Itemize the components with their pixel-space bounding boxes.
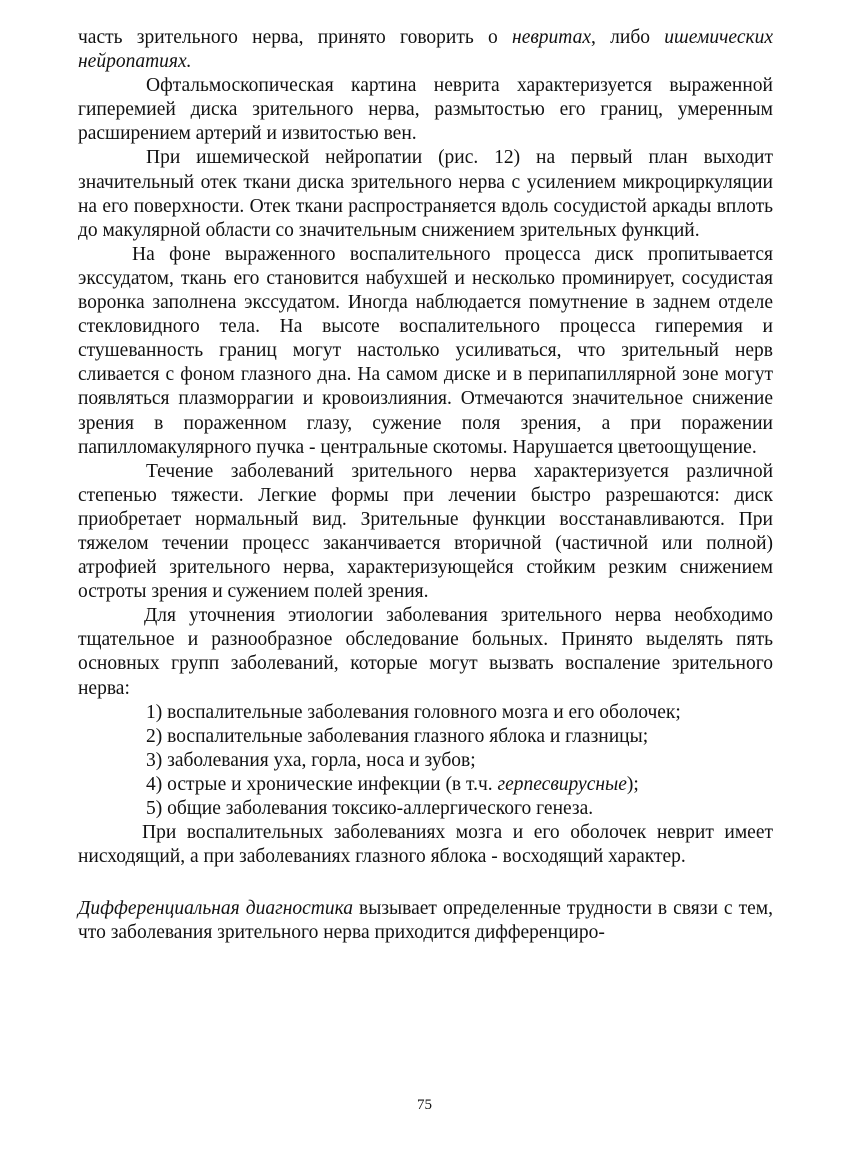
term-herpesviral: герпесвирусные <box>497 773 627 795</box>
page-number: 75 <box>417 1097 432 1113</box>
term-ischemic-neuropathy: ишемических нейропатиях. <box>78 27 773 73</box>
paragraph-4: Течение заболеваний зрительного нерва характеризуется различной степенью тяжести. Легкие формы при лечении быстро разрешаются: диск приобретает нормальный вид. Зрительные функции восстанавливаются. При тяжелом течении процесс заканчивается вторичной (частичной или полной) атрофией зрительного нерва, характеризующейся стойким резким снижением остроты зрения и сужением полей зрения. <box>78 460 773 603</box>
list-item: 3) заболевания уха, горла, носа и зубов; <box>146 749 476 771</box>
term-differential-diagnosis: Дифференциальная диагностика <box>78 898 353 920</box>
paragraph-0: часть зрительного нерва, принято говорить о невритах, либо ишемических нейропатиях. <box>78 27 773 73</box>
paragraph-2: При ишемической нейропатии (рис. 12) на первый план выходит значительный отек ткани диска зрительного нерва с усилением микроциркуляции на его поверхности. Отек ткани распространяется вдоль сосудистой аркады вплоть до макулярной области со значительным снижением зрительных функций. <box>78 147 773 241</box>
paragraph-7: Дифференциальная диагностика вызывает определенные трудности в связи с тем, что заболевания зрительного нерва приходится дифференциро- <box>78 898 773 944</box>
list-item: 5) общие заболевания токсико-аллергического генеза. <box>146 798 594 819</box>
document-page <box>78 26 773 945</box>
disease-groups-list <box>78 701 773 821</box>
paragraph-1: Офтальмоскопическая картина неврита характеризуется выраженной гиперемией диска зрительного нерва, размытостью его границ, умеренным расширением артерий и извитостью вен. <box>78 75 773 145</box>
term-neuritis: невритах <box>512 27 592 48</box>
list-item: 1) воспалительные заболевания головного мозга и его оболочек; <box>146 701 681 723</box>
paragraph-3: На фоне выраженного воспалительного процесса диск пропитывается экссудатом, ткань его становится набухшей и несколько проминирует, сосудистая воронка заполнена экссудатом. Иногда наблюдается помутнение в заднем отделе стекловидного тела. На высоте воспалительного процесса гиперемия и стушеванность границ могут настолько усиливаться, что зрительный нерв сливается с фоном глазного дна. На самом диске и в перипапиллярной зоне могут появляться плазморрагии и кровоизлияния. Отмечаются значительное снижение зрения в пораженном глазу, сужение поля зрения, а при поражении папилломакулярного пучка - центральные скотомы. Нарушается цветоощущение. <box>78 243 773 458</box>
paragraph-5: Для уточнения этиологии заболевания зрительного нерва необходимо тщательное и разнообразное обследование больных. Принято выделять пять основных групп заболеваний, которые могут вызвать воспаление зрительного нерва: <box>78 605 773 699</box>
list-item: 4) острые и хронические инфекции (в т.ч. герпесвирусные); <box>146 773 639 795</box>
paragraph-gap <box>78 869 773 897</box>
list-item: 2) воспалительные заболевания глазного яблока и глазницы; <box>146 725 649 747</box>
paragraph-6: При воспалительных заболеваниях мозга и его оболочек неврит имеет нисходящий, а при заболеваниях глазного яблока - восходящий характер. <box>78 822 773 868</box>
